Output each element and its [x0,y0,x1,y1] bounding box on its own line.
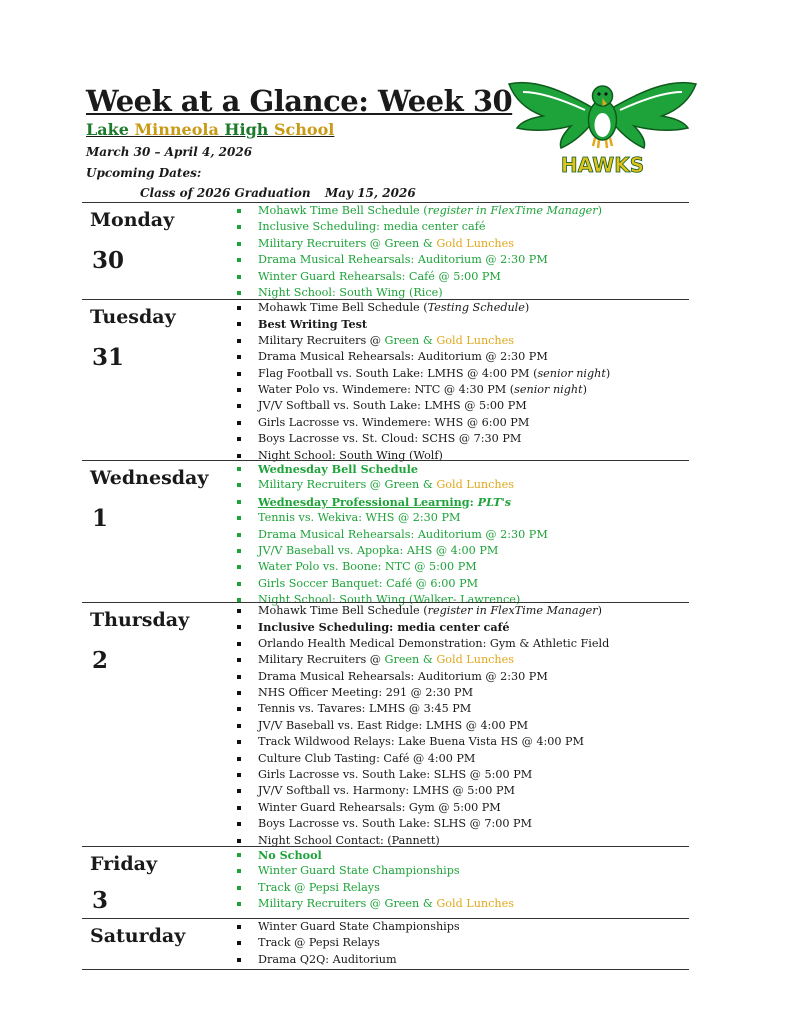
hawk-mascot-logo [505,70,700,185]
list-item [258,203,689,219]
event-list [82,603,689,849]
item-note: Testing Schedule [427,301,525,314]
item-text-end: ) [605,366,611,380]
day-name: Wednesday [90,467,209,489]
item-green-text: Green & [384,333,437,347]
event-name: Class of 2026 Graduation [140,186,311,200]
item-note: register in FlexTime Manager [427,604,598,617]
item-text: Mohawk Time Bell Schedule ( [258,204,428,217]
item-text-end: ) [582,383,587,397]
item-gold-text: Gold Lunches [436,236,514,250]
day-number: 30 [92,247,125,274]
item-note: register in FlexTime Manager [427,204,598,217]
list-item: Drama Musical Rehearsals: Auditorium @ 2:30 PM [258,252,689,268]
list-item: Track @ Pepsi Relays [258,880,689,896]
item-gold-text: Gold Lunches [436,333,514,347]
item-text: Military Recruiters @ [258,653,385,667]
day-wednesday [82,460,689,607]
list-item: Winter Guard State Championships [258,919,689,935]
item-text: Military Recruiters @ Green & [258,236,437,250]
item-gold-text: Gold Lunches [436,897,514,911]
item-note: PLT's [477,494,512,509]
list-item [258,494,689,510]
event-date: May 15, 2026 [325,186,416,200]
school-word-2: Minneola [134,120,219,139]
item-text-end: ) [597,204,603,217]
item-text: Military Recruiters @ Green & [258,478,437,492]
item-note: senior night [537,366,606,380]
day-number: 1 [92,505,109,532]
list-item: Inclusive Scheduling: media center café [258,619,689,635]
item-green-text: Green & [384,653,437,667]
list-item: JV/V Baseball vs. Apopka: AHS @ 4:00 PM [258,543,689,559]
list-item: JV/V Softball vs. South Lake: LMHS @ 5:00 PM [258,398,689,414]
item-text: Wednesday Professional Learning [258,494,470,509]
list-item: Boys Lacrosse vs. South Lake: SLHS @ 7:00 PM [258,816,689,832]
day-number: 3 [92,887,109,914]
item-text: Mohawk Time Bell Schedule ( [258,604,428,617]
list-item: Girls Lacrosse vs. Windemere: WHS @ 6:00 PM [258,415,689,431]
event-list [82,847,689,913]
upcoming-event [140,186,416,200]
item-text: Military Recruiters @ Green & [258,897,437,911]
date-range: March 30 – April 4, 2026 [86,145,253,159]
list-item [258,896,689,912]
item-gold-text: Gold Lunches [436,653,514,667]
day-monday [82,202,689,299]
list-item: Drama Musical Rehearsals: Auditorium @ 2:30 PM [258,527,689,543]
day-number: 31 [92,344,125,371]
list-item: Tennis vs. Tavares: LMHS @ 3:45 PM [258,701,689,717]
right-wing [612,83,696,148]
list-item: Best Writing Test [258,316,689,332]
list-item: Culture Club Tasting: Café @ 4:00 PM [258,751,689,767]
weekly-schedule [82,202,689,970]
left-wing [509,83,593,148]
list-item: Drama Musical Rehearsals: Auditorium @ 2:30 PM [258,349,689,365]
page-title: Week at a Glance: Week 30 [86,84,513,118]
list-item: Track @ Pepsi Relays [258,935,689,951]
list-item: Track Wildwood Relays: Lake Buena Vista HS @ 4:00 PM [258,734,689,750]
list-item [258,366,689,382]
list-item: Boys Lacrosse vs. St. Cloud: SCHS @ 7:30 PM [258,431,689,447]
list-item: Inclusive Scheduling: media center café [258,219,689,235]
list-item: Girls Lacrosse vs. South Lake: SLHS @ 5:00 PM [258,767,689,783]
list-item: Night School: South Wing (Rice) [258,285,689,301]
list-item: Night School: South Wing (Wolf) [258,448,689,464]
item-text: Mohawk Time Bell Schedule ( [258,301,428,314]
list-item: JV/V Baseball vs. East Ridge: LMHS @ 4:00 PM [258,718,689,734]
upcoming-label: Upcoming Dates: [86,166,202,180]
list-item: Tennis vs. Wekiva: WHS @ 2:30 PM [258,510,689,526]
school-word-3: High [224,120,269,139]
day-tuesday [82,299,689,460]
list-item: No School [258,847,689,863]
list-item [258,477,689,493]
school-word-4: School [274,120,335,139]
list-item: Night School Contact: (Pannett) [258,833,689,849]
item-text-end: ) [597,604,603,617]
list-item: Orlando Health Medical Demonstration: Gym & Athletic Field [258,636,689,652]
list-item: Winter Guard Rehearsals: Gym @ 5:00 PM [258,800,689,816]
list-item: Girls Soccer Banquet: Café @ 6:00 PM [258,576,689,592]
item-text-end: ) [524,301,530,314]
item-text: Flag Football vs. South Lake: LMHS @ 4:00 PM ( [258,366,538,380]
list-item [258,236,689,252]
hawk-eye-left [597,92,600,95]
day-thursday [82,602,689,846]
item-note: senior night [514,383,583,397]
day-name: Tuesday [90,306,176,328]
day-number: 2 [92,647,109,674]
hawk-chest [595,113,611,137]
day-name: Friday [90,853,158,875]
list-item: Winter Guard Rehearsals: Café @ 5:00 PM [258,269,689,285]
list-item [258,652,689,668]
hawk-eye-right [604,92,607,95]
list-item: Night School: South Wing (Walker- Lawrence) [258,592,689,608]
list-item: Wednesday Bell Schedule [258,461,689,477]
list-item [258,603,689,619]
item-gold-text: Gold Lunches [436,478,514,492]
day-name: Saturday [90,925,186,947]
list-item: Drama Musical Rehearsals: Auditorium @ 2:30 PM [258,669,689,685]
item-text: Military Recruiters @ [258,333,385,347]
list-item: Drama Q2Q: Auditorium [258,952,689,968]
list-item: NHS Officer Meeting: 291 @ 2:30 PM [258,685,689,701]
list-item [258,382,689,398]
list-item: Winter Guard State Championships [258,863,689,879]
day-name: Thursday [90,609,190,631]
day-saturday [82,918,689,970]
list-item [258,300,689,316]
logo-text: HAWKS [560,153,645,177]
list-item [258,333,689,349]
day-friday [82,846,689,918]
list-item: JV/V Softball vs. Harmony: LMHS @ 5:00 PM [258,783,689,799]
school-name [86,120,334,139]
school-word-1: Lake [86,120,129,139]
day-name: Monday [90,209,175,231]
list-item: Water Polo vs. Boone: NTC @ 5:00 PM [258,559,689,575]
item-text: Water Polo vs. Windemere: NTC @ 4:30 PM ( [258,383,515,397]
item-separator: : [469,494,478,509]
